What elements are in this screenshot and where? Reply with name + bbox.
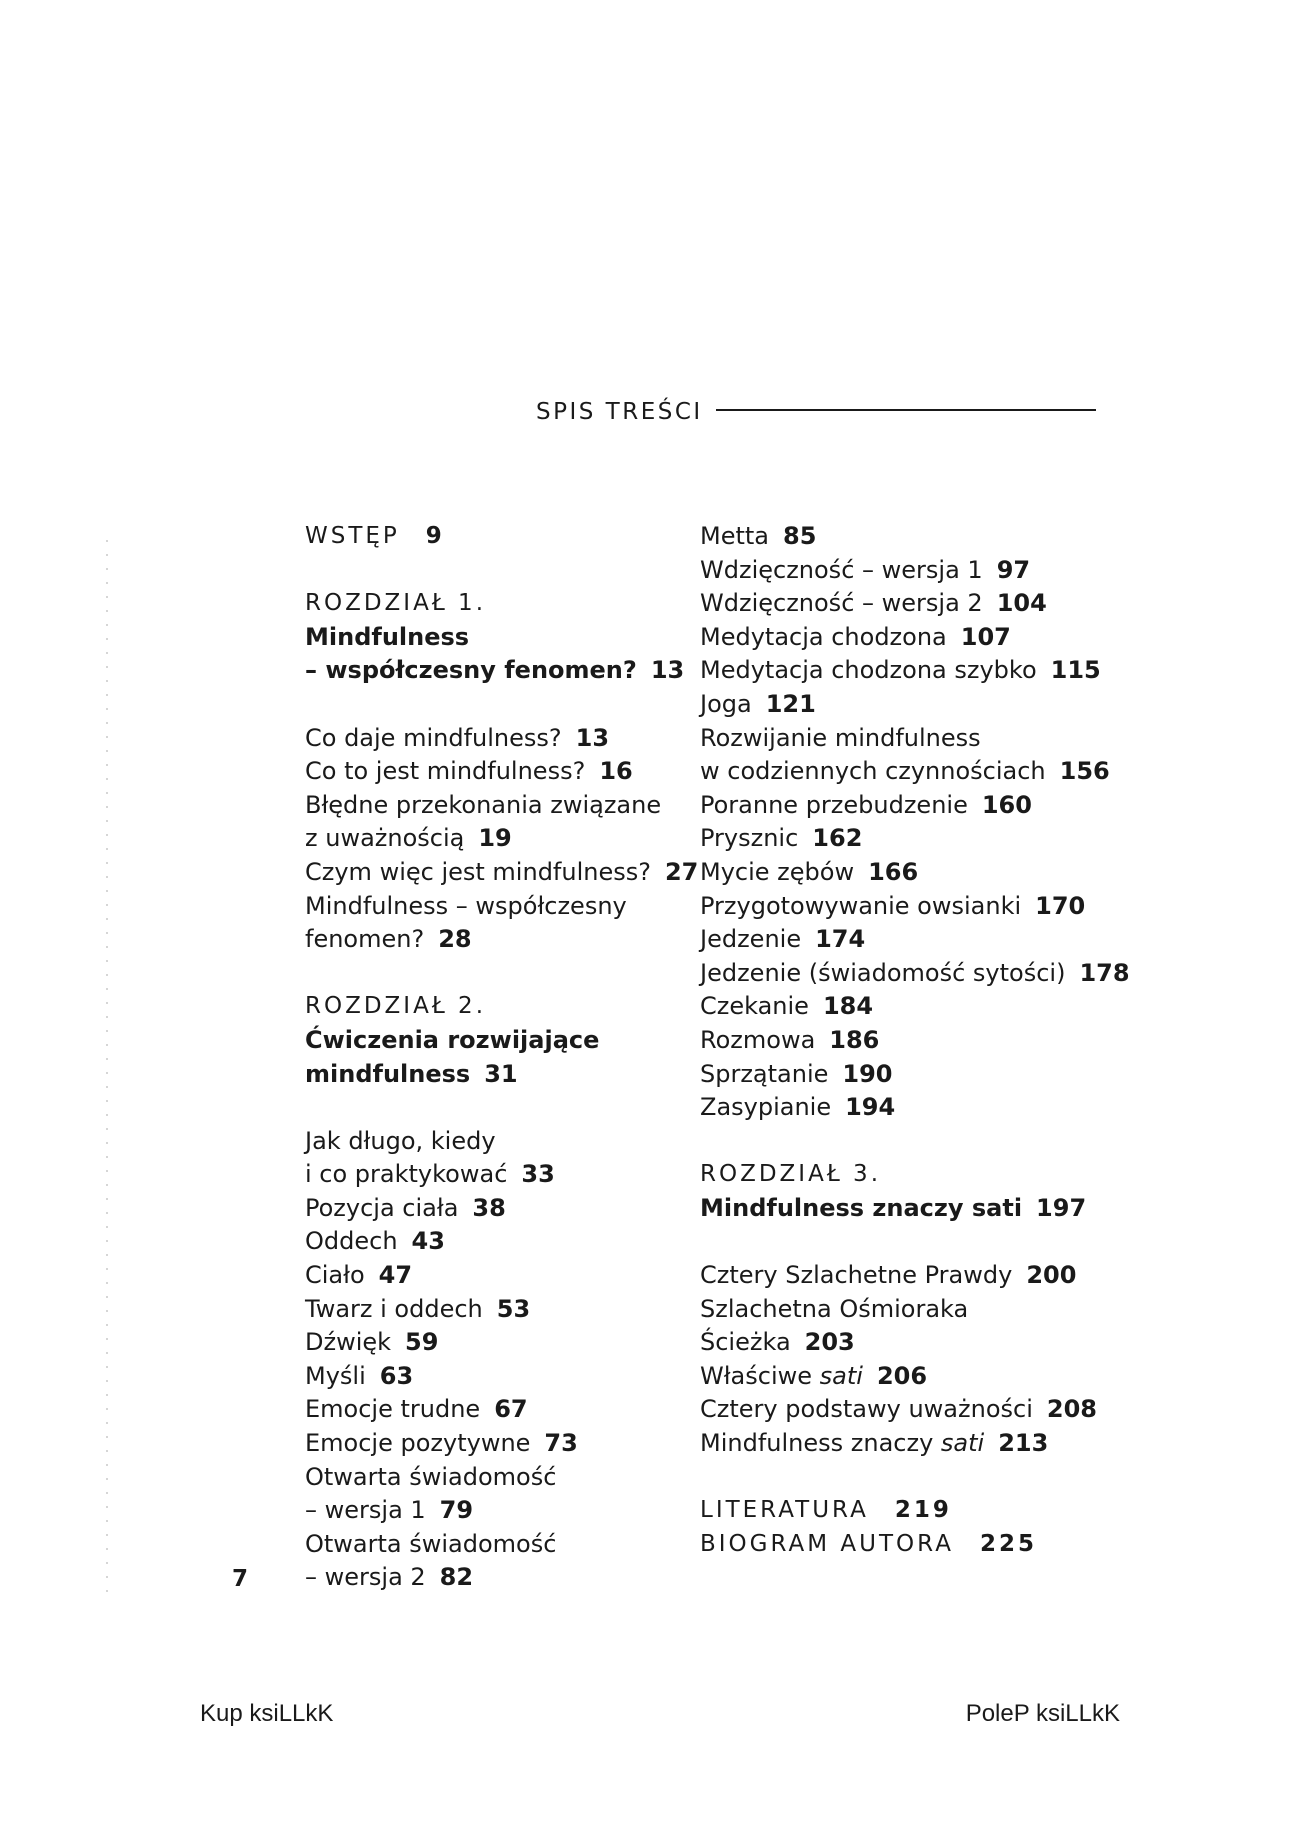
toc-entry[interactable] — [305, 822, 695, 856]
toc-entry[interactable] — [700, 520, 1100, 554]
toc-entry-title: Rozwijanie mindfulness — [700, 723, 981, 752]
toc-page-number: 19 — [478, 824, 512, 853]
toc-entry[interactable] — [700, 789, 1100, 823]
toc-entry-title: Poranne przebudzenie — [700, 790, 968, 819]
toc-entry-title: z uważnością — [305, 824, 465, 853]
toc-page-number: 16 — [599, 757, 633, 786]
toc-entry-title: Co to jest mindfulness? — [305, 757, 586, 786]
toc-page-number: 184 — [822, 992, 874, 1021]
toc-entry[interactable] — [305, 1259, 695, 1293]
toc-entry[interactable] — [305, 722, 695, 756]
toc-entry[interactable] — [305, 890, 695, 924]
toc-entry-title: Przygotowywanie owsianki — [700, 891, 1022, 920]
toc-entry[interactable] — [700, 1293, 1100, 1327]
toc-entry[interactable] — [700, 1024, 1100, 1058]
toc-entry-title: Błędne przekonania związane — [305, 790, 662, 819]
toc-entry[interactable] — [305, 1058, 695, 1092]
toc-entry-title: Medytacja chodzona — [700, 622, 947, 651]
toc-entry-title: i co praktykować — [305, 1160, 508, 1189]
toc-spacer — [700, 1461, 1100, 1495]
toc-entry-title: Metta — [700, 522, 769, 550]
toc-entry[interactable] — [700, 688, 1100, 722]
toc-page-number: 13 — [650, 656, 685, 685]
toc-entry-italic: sati — [933, 1429, 985, 1458]
toc-entry[interactable] — [700, 923, 1100, 957]
toc-entry-title: Cztery podstawy uważności — [700, 1395, 1033, 1424]
toc-entry-title: Prysznic — [700, 824, 799, 853]
toc-page-number: 194 — [845, 1093, 896, 1122]
toc-page-number: 208 — [1046, 1395, 1097, 1424]
toc-entry-title: Właściwe — [700, 1361, 813, 1390]
toc-entry-title: Otwarta świadomość — [305, 1462, 557, 1491]
toc-entry[interactable] — [305, 1326, 695, 1360]
toc-entry[interactable] — [305, 755, 695, 789]
toc-page-number: 47 — [378, 1261, 413, 1290]
toc-page-number: 203 — [804, 1328, 855, 1357]
toc-page-number: 27 — [664, 857, 699, 886]
toc-entry-title: w codziennych czynnościach — [700, 757, 1046, 786]
toc-page-number: 178 — [1079, 958, 1130, 987]
toc-page-number: 213 — [998, 1429, 1049, 1458]
toc-entry-title: Mindfulness znaczy sati — [700, 1193, 1023, 1222]
toc-entry-title: Mindfulness znaczy — [700, 1429, 934, 1458]
toc-entry-title: Jedzenie (świadomość sytości) — [700, 958, 1066, 987]
toc-page-number: 200 — [1026, 1261, 1077, 1290]
toc-entry[interactable] — [700, 1259, 1100, 1293]
toc-entry[interactable] — [305, 1360, 695, 1394]
toc-spacer — [305, 554, 695, 588]
toc-entry-title: Jak długo, kiedy — [305, 1126, 496, 1155]
toc-entry-title: – współczesny fenomen? — [305, 656, 637, 685]
footer-recommend-link[interactable]: PoleP ksiLLkK — [965, 1700, 1120, 1727]
toc-entry-title: ROZDZIAŁ 1. — [305, 590, 487, 617]
page-number: 7 — [232, 1566, 249, 1592]
toc-entry[interactable] — [305, 856, 699, 890]
toc-entry[interactable] — [700, 1360, 1100, 1394]
toc-entry-title: Wdzięczność – wersja 2 — [700, 589, 983, 618]
toc-page-number: 160 — [981, 790, 1032, 819]
toc-entry[interactable] — [305, 1561, 695, 1595]
toc-entry[interactable] — [305, 1427, 695, 1461]
toc-entry-title: LITERATURA — [700, 1497, 869, 1524]
toc-entry-title: mindfulness — [305, 1059, 471, 1088]
toc-entry-title: Jedzenie — [700, 925, 802, 954]
toc-page-number: 104 — [996, 589, 1047, 618]
toc-heading[interactable] — [700, 1158, 1100, 1192]
page-edge-marks — [106, 540, 108, 1600]
toc-entry-title: Czym więc jest mindfulness? — [305, 857, 651, 886]
toc-entry-title: Medytacja chodzona szybko — [700, 656, 1037, 685]
toc-entry-title: – wersja 1 — [305, 1496, 426, 1525]
toc-page-number: 190 — [842, 1059, 893, 1088]
toc-entry[interactable] — [305, 1293, 695, 1327]
toc-entry[interactable] — [305, 621, 695, 655]
toc-entry[interactable] — [305, 1494, 695, 1528]
toc-page-number: 225 — [979, 1530, 1037, 1557]
toc-page-number: 63 — [379, 1361, 414, 1390]
toc-entry[interactable] — [700, 1091, 1100, 1125]
toc-entry-title: ROZDZIAŁ 2. — [305, 993, 487, 1020]
toc-page-number: 197 — [1036, 1193, 1087, 1222]
toc-entry[interactable] — [305, 1461, 695, 1495]
toc-entry[interactable] — [305, 1528, 695, 1562]
toc-page-number: 53 — [496, 1294, 531, 1323]
toc-entry[interactable] — [305, 1225, 695, 1259]
toc-entry[interactable] — [700, 621, 1100, 655]
page-title: SPIS TREŚCI — [536, 399, 703, 425]
toc-entry-title: Otwarta świadomość — [305, 1529, 557, 1558]
toc-entry[interactable] — [700, 755, 1110, 789]
toc-entry[interactable] — [700, 654, 1100, 688]
toc-page-number: 174 — [815, 925, 866, 954]
toc-heading[interactable] — [700, 1494, 1100, 1528]
toc-entry-title: Zasypianie — [700, 1093, 832, 1122]
toc-entry-title: Pozycja ciała — [305, 1193, 459, 1222]
toc-entry-title: Emocje trudne — [305, 1395, 481, 1424]
toc-entry[interactable] — [305, 1192, 695, 1226]
toc-entry[interactable] — [700, 1192, 1100, 1226]
toc-entry[interactable] — [305, 1125, 695, 1159]
toc-entry-title: Dźwięk — [305, 1328, 392, 1357]
toc-spacer — [305, 688, 695, 722]
toc-entry[interactable] — [700, 990, 1100, 1024]
toc-entry[interactable] — [700, 890, 1100, 924]
toc-right-column — [700, 520, 1130, 1561]
toc-entry-title: Rozmowa — [700, 1025, 816, 1054]
toc-heading[interactable] — [700, 1528, 1100, 1562]
toc-entry-title: BIOGRAM AUTORA — [700, 1530, 954, 1557]
toc-page-number: 13 — [575, 723, 610, 752]
toc-page-number: 97 — [996, 555, 1031, 584]
toc-left-column — [305, 520, 699, 1595]
toc-entry[interactable] — [305, 1158, 695, 1192]
toc-page-number: 162 — [812, 824, 863, 853]
toc-page-number: 170 — [1035, 891, 1086, 920]
toc-entry-title: Ćwiczenia rozwijające — [305, 1025, 600, 1054]
toc-page-number: 219 — [894, 1497, 952, 1524]
title-rule — [716, 409, 1096, 411]
toc-title-row — [536, 392, 1096, 432]
toc-heading[interactable] — [305, 990, 695, 1024]
toc-page-number: 107 — [960, 622, 1011, 651]
toc-page-number: 28 — [438, 925, 472, 954]
toc-spacer — [305, 957, 695, 991]
toc-page-number: 166 — [868, 857, 919, 886]
toc-entry[interactable] — [305, 654, 695, 688]
toc-entry[interactable] — [700, 1427, 1100, 1461]
toc-spacer — [305, 1091, 695, 1125]
toc-entry-title: fenomen? — [305, 925, 425, 954]
toc-entry-title: Wdzięczność – wersja 1 — [700, 555, 983, 584]
toc-entry[interactable] — [700, 1393, 1100, 1427]
toc-entry[interactable] — [700, 554, 1100, 588]
toc-page-number: 121 — [765, 689, 816, 718]
toc-entry[interactable] — [700, 856, 1100, 890]
toc-entry[interactable] — [305, 1393, 695, 1427]
toc-spacer — [700, 1225, 1100, 1259]
footer-buy-link[interactable]: Kup ksiLLkK — [200, 1700, 334, 1727]
toc-spacer — [700, 1125, 1100, 1159]
toc-entry-title: ROZDZIAŁ 3. — [700, 1161, 882, 1188]
toc-entry-title: WSTĘP — [305, 523, 400, 549]
toc-entry-title: Joga — [700, 689, 752, 718]
toc-entry[interactable] — [700, 822, 1100, 856]
toc-entry[interactable] — [305, 789, 695, 823]
toc-page-number: 31 — [484, 1059, 518, 1088]
toc-page-number: 186 — [829, 1025, 880, 1054]
toc-entry-title: Szlachetna Ośmioraka — [700, 1294, 969, 1323]
toc-page-number: 67 — [494, 1395, 528, 1424]
toc-entry[interactable] — [700, 957, 1130, 991]
toc-entry[interactable] — [305, 923, 695, 957]
toc-page-number: 9 — [425, 523, 445, 549]
toc-page-number: 156 — [1059, 757, 1110, 786]
toc-entry-title: Czekanie — [700, 992, 809, 1021]
toc-page-number: 73 — [544, 1429, 578, 1458]
toc-entry-title: Oddech — [305, 1227, 398, 1256]
toc-entry[interactable] — [700, 722, 1100, 756]
toc-page-number: 79 — [439, 1496, 474, 1525]
toc-page-number: 38 — [472, 1193, 506, 1222]
toc-entry-title: Sprzątanie — [700, 1059, 829, 1088]
toc-entry-title: Cztery Szlachetne Prawdy — [700, 1261, 1013, 1290]
toc-entry-title: – wersja 2 — [305, 1563, 426, 1592]
toc-entry-title: Emocje pozytywne — [305, 1429, 531, 1458]
toc-page-number: 43 — [411, 1227, 445, 1256]
toc-entry[interactable] — [700, 587, 1100, 621]
toc-entry[interactable] — [700, 1326, 1100, 1360]
toc-heading[interactable] — [305, 520, 695, 554]
toc-entry-italic: sati — [812, 1361, 863, 1390]
toc-entry-title: Mindfulness — [305, 622, 470, 651]
toc-entry-title: Twarz i oddech — [305, 1294, 483, 1323]
toc-entry[interactable] — [305, 1024, 695, 1058]
toc-heading[interactable] — [305, 587, 695, 621]
toc-page-number: 115 — [1050, 656, 1101, 685]
toc-page-number: 206 — [876, 1361, 928, 1390]
toc-entry-title: Co daje mindfulness? — [305, 723, 562, 752]
toc-page-number: 82 — [439, 1563, 474, 1592]
toc-entry-title: Ścieżka — [700, 1328, 791, 1357]
toc-entry[interactable] — [700, 1058, 1100, 1092]
toc-page-number: 59 — [405, 1328, 439, 1357]
toc-entry-title: Mindfulness – współczesny — [305, 891, 627, 920]
toc-entry-title: Ciało — [305, 1261, 365, 1290]
toc-page-number: 85 — [783, 522, 817, 550]
toc-entry-title: Myśli — [305, 1361, 366, 1390]
toc-page-number: 33 — [521, 1160, 555, 1189]
toc-entry-title: Mycie zębów — [700, 857, 855, 886]
